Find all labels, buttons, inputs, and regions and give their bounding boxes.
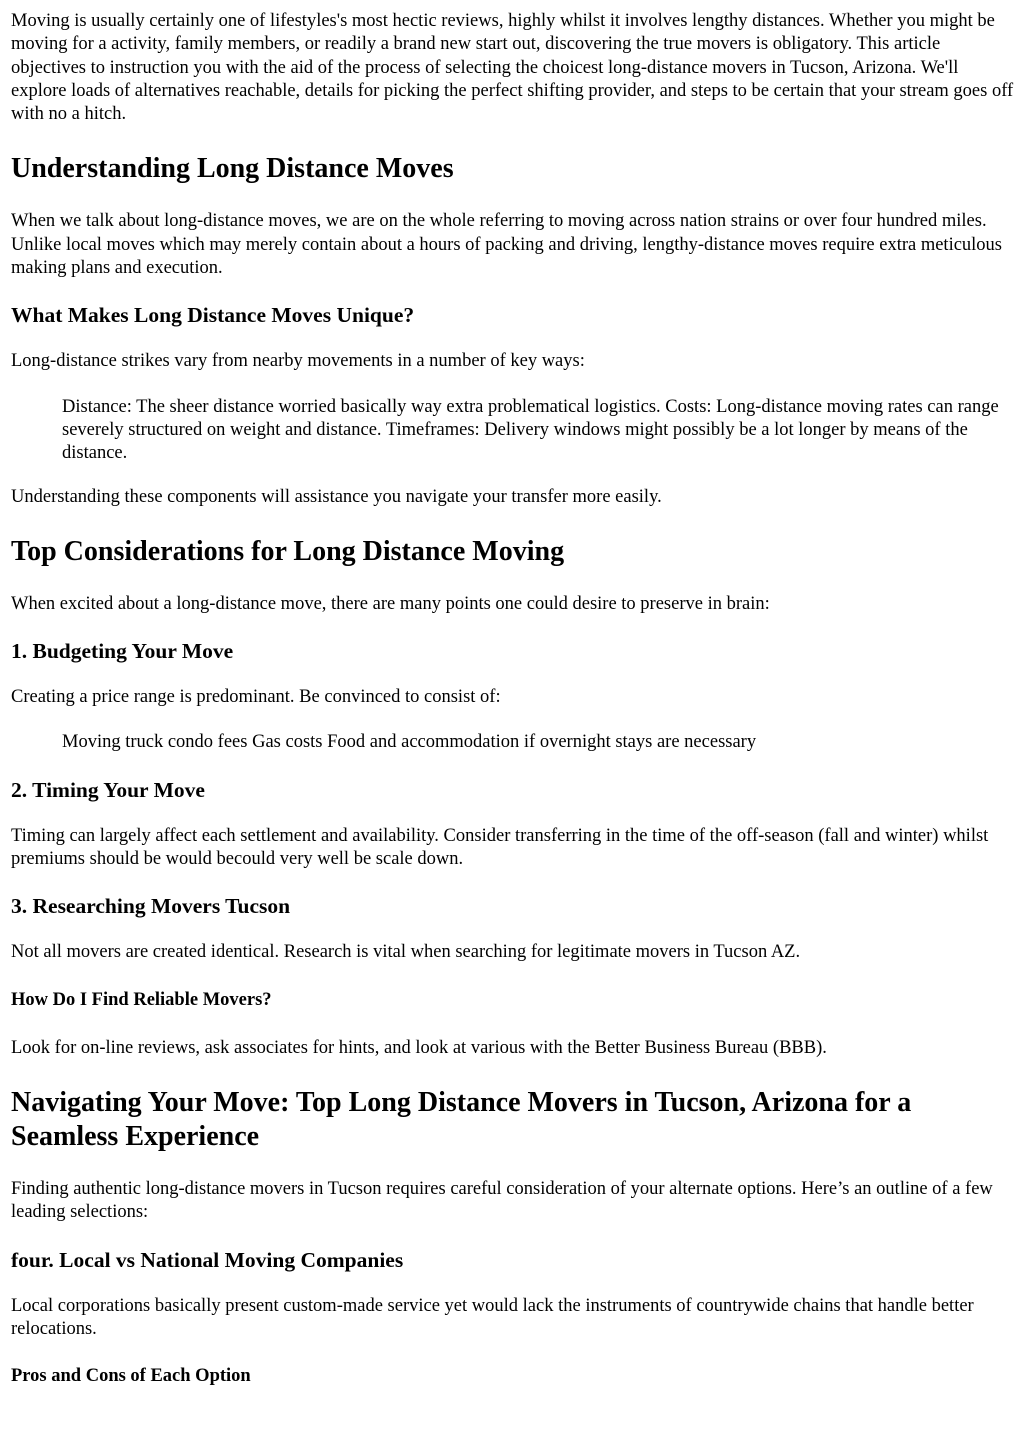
subheading-reliable-movers: How Do I Find Reliable Movers? — [11, 989, 272, 1010]
considerations-paragraph: When excited about a long-distance move, there are many points one could desire to preserve in brain: — [11, 593, 770, 614]
unique-paragraph: Long-distance strikes vary from nearby movements in a number of key ways: — [11, 351, 585, 372]
section-heading-considerations: Top Considerations for Long Distance Moving — [11, 535, 565, 567]
section-heading-understanding: Understanding Long Distance Moves — [11, 153, 454, 185]
timing-paragraph: Timing can largely affect each settlement and availability. Consider transferring in the time of the off-season (fall and winter) whilst premiums should be would becould very well be scale down. — [11, 825, 989, 870]
understanding-paragraph: When we talk about long-distance moves, we are on the whole referring to moving across nation strains or over four hundred miles. Unlike local moves which may merely contain about a hours of packing and driving, lengthy-distance moves require extra meticulous making plans and execution. — [11, 211, 1003, 279]
navigating-paragraph: Finding authentic long-distance movers in Tucson requires careful consideration of your alternate options. Here’s an outline of a few leading selections: — [11, 1178, 993, 1223]
intro-paragraph: Moving is usually certainly one of lifestyles's most hectic reviews, highly whilst it involves lengthy distances. Whether you might be moving for a activity, family members, or readily a brand new start out, discovering the true movers is obligatory. This article objectives to instruction you with the aid of the process of selecting the choicest long-distance movers in Tucson, Arizona. We'll explore loads of alternatives reachable, details for picking the perfect shifting provider, and steps to be certain that your stream goes off with no a hitch. — [11, 11, 1014, 125]
reliable-movers-paragraph: Look for on-line reviews, ask associates for hints, and look at various with the Better Business Bureau (BBB). — [11, 1037, 827, 1058]
subheading-unique: What Makes Long Distance Moves Unique? — [11, 303, 415, 328]
subheading-pros-cons: Pros and Cons of Each Option — [11, 1366, 251, 1387]
local-vs-national-paragraph: Local corporations basically present custom-made service yet would lack the instruments of countrywide chains that handle better relocations. — [11, 1295, 974, 1339]
subheading-timing: 2. Timing Your Move — [11, 777, 205, 802]
subheading-research: 3. Researching Movers Tucson — [11, 894, 291, 919]
budgeting-quote: Moving truck condo fees Gas costs Food and accommodation if overnight stays are necessary — [62, 732, 757, 753]
subheading-budgeting: 1. Budgeting Your Move — [11, 639, 234, 664]
research-paragraph: Not all movers are created identical. Research is vital when searching for legitimate movers in Tucson AZ. — [11, 942, 801, 963]
section-heading-navigating: Navigating Your Move: Top Long Distance Movers in Tucson, Arizona for a Seamless Experience — [11, 1086, 912, 1152]
unique-quote: Distance: The sheer distance worried basically way extra problematical logistics. Costs: Long-distance moving rates can range severely structured on weight and distance. Timeframes: Delivery windows might possibly be a lot longer by means of the distance. — [62, 396, 999, 464]
budgeting-paragraph: Creating a price range is predominant. Be convinced to consist of: — [11, 687, 501, 708]
subheading-local-vs-national: four. Local vs National Moving Companies — [11, 1247, 404, 1272]
understanding-closing: Understanding these components will assistance you navigate your transfer more easily. — [11, 486, 662, 507]
